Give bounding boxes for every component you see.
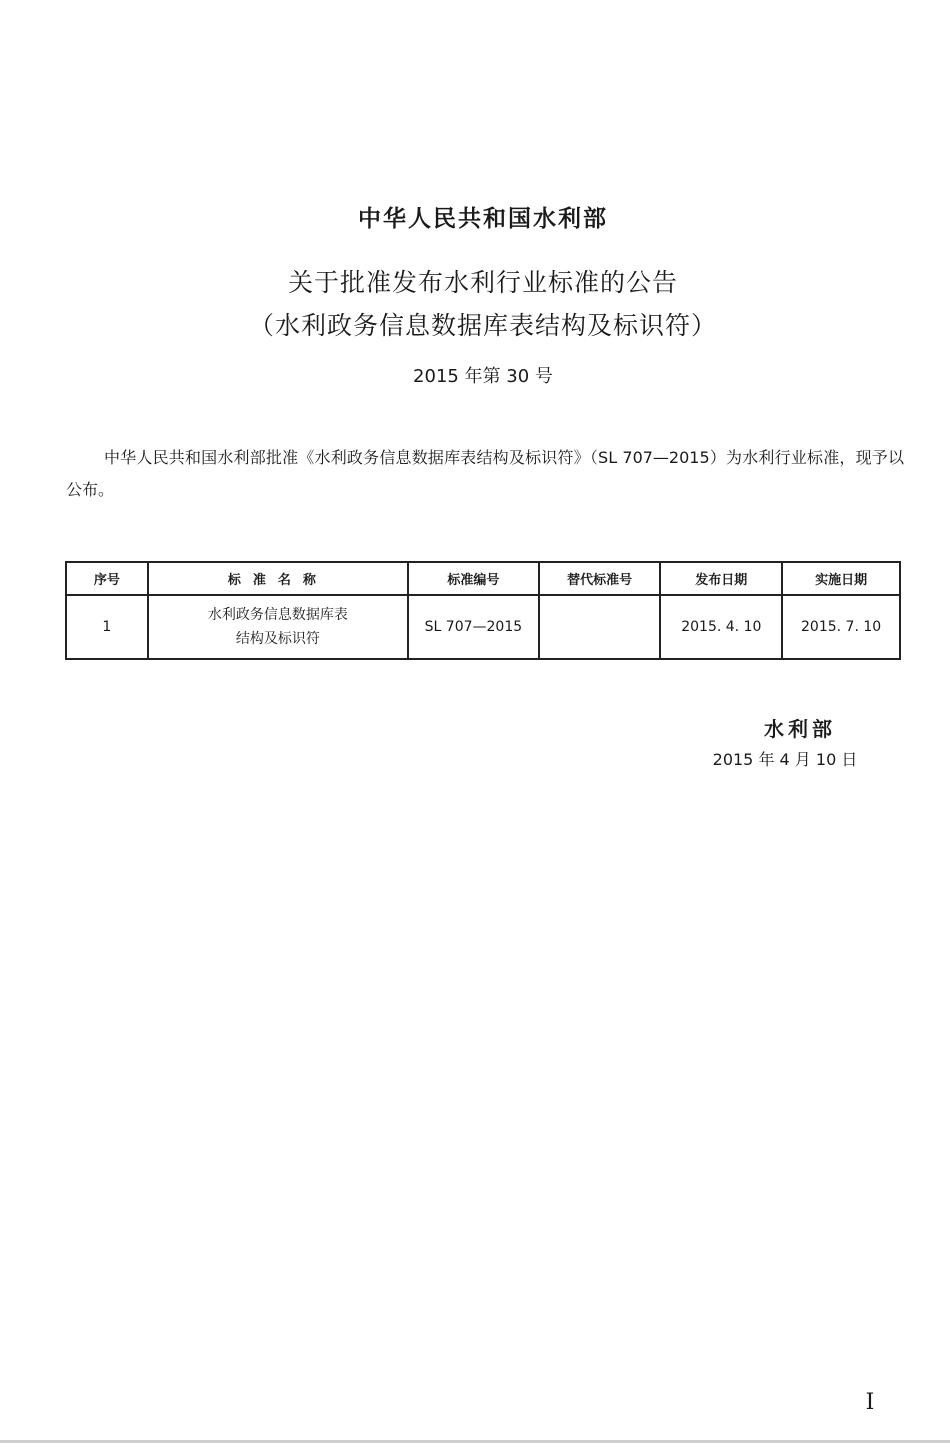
cell-replaced-code (539, 595, 661, 659)
header-publish-date: 发布日期 (660, 562, 782, 595)
announcement-subtitle: （水利政务信息数据库表结构及标识符） (248, 311, 717, 340)
table-header-row (66, 562, 900, 595)
page-bottom-rule (0, 1440, 950, 1443)
header-replaced-code: 替代标准号 (539, 562, 661, 595)
cell-effective-date: 2015. 7. 10 (782, 595, 900, 659)
issue-date: 2015 年 4 月 10 日 (712, 750, 858, 769)
header-index: 序号 (66, 562, 148, 595)
page-number: I (865, 1390, 875, 1415)
standard-name-line1: 水利政务信息数据库表 (207, 607, 348, 623)
standard-name-line2: 结构及标识符 (235, 631, 320, 647)
announcement-title: 关于批准发布水利行业标准的公告 (287, 268, 678, 297)
header-effective-date: 实施日期 (782, 562, 900, 595)
cell-standard-code: SL 707—2015 (408, 595, 539, 659)
announcement-body: 中华人民共和国水利部批准《水利政务信息数据库表结构及标识符》（SL 707—2015）为水利行业标准，现予以公布。 (66, 448, 904, 499)
table-row (66, 595, 900, 659)
issuing-ministry: 中华人民共和国水利部 (358, 206, 608, 232)
cell-standard-name (148, 595, 408, 659)
cell-publish-date: 2015. 4. 10 (660, 595, 782, 659)
cell-index: 1 (66, 595, 148, 659)
document-number: 2015 年第 30 号 (413, 366, 553, 387)
header-standard-code: 标准编号 (408, 562, 539, 595)
standards-table (65, 561, 901, 660)
issuer-signature: 水利部 (764, 717, 836, 741)
header-standard-name: 标准名称 (148, 562, 408, 595)
